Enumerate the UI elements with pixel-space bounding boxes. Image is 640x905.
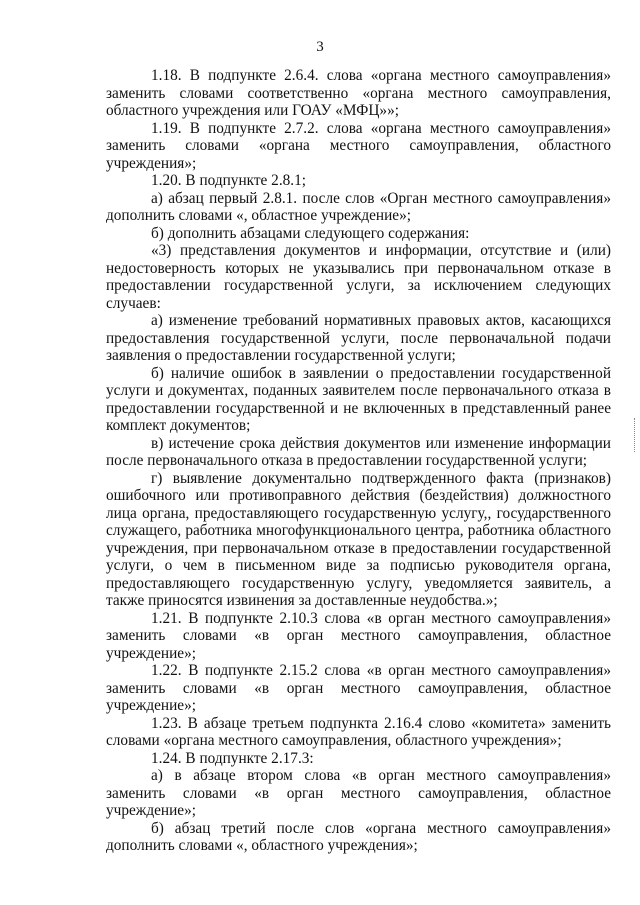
- paragraph-case-b: б) наличие ошибок в заявлении о предоставлении государственной услуги и документах, поданных заявителем после первоначального отказа в предоставлении государственной и не включенных в представленный ранее комплект документов;: [106, 364, 611, 434]
- paragraph-case-a: а) изменение требований нормативных правовых актов, касающихся предоставления государственной услуги, после первоначальной подачи заявления о предоставлении государственной услуги;: [106, 312, 611, 364]
- paragraph-1-24-a: а) в абзаце втором слова «в орган местного самоуправления» заменить словами «в орган местного самоуправления, областное учреждение»;: [106, 767, 611, 819]
- paragraph-1-20-a: а) абзац первый 2.8.1. после слов «Орган местного самоуправления» дополнить словами «, областное учреждение»;: [106, 189, 611, 224]
- paragraph-1-21: 1.21. В подпункте 2.10.3 слова «в орган местного самоуправления» заменить словами «в орган местного самоуправления, областное учреждение»;: [106, 609, 611, 662]
- paragraph-1-19: 1.19. В подпункте 2.7.2. слова «органа местного самоуправления» заменить словами «органа местного самоуправления, областного учреждения»;: [106, 119, 611, 172]
- paragraph-1-22: 1.22. В подпункте 2.15.2 слова «в орган местного самоуправления» заменить словами «в орган местного самоуправления, областное учреждение»;: [106, 662, 611, 714]
- paragraph-case-g: г) выявление документально подтвержденного факта (признаков) ошибочного или противоправного действия (бездействия) должностного лица органа, предоставляющего государственную услугу,, государственного служащего, работника многофункционального центра, работника областного учреждения, при первоначальном отказе в предоставлении государственной услуги, о чем в письменном виде за подписью руководителя органа, предоставляющего государственную услугу, уведомляется заявитель, а также приносятся извинения за доставленные неудобства.»;: [106, 469, 611, 609]
- paragraph-1-24-b: б) абзац третий после слов «органа местного самоуправления» дополнить словами «, областного учреждения»;: [106, 819, 611, 854]
- paragraph-item-3: «3) представления документов и информации, отсутствие и (или) недостоверность которых не указывались при первоначальном отказе в предоставлении государственной услуги, за исключением следующих случаев:: [106, 242, 611, 312]
- scan-margin-mark: [634, 418, 639, 452]
- paragraph-1-18: 1.18. В подпункте 2.6.4. слова «органа местного самоуправления» заменить словами соответственно «органа местного самоуправления, областного учреждения или ГОАУ «МФЦ»»;: [106, 67, 611, 119]
- paragraph-1-24: 1.24. В подпункте 2.17.3:: [151, 749, 314, 767]
- page-number: 3: [316, 39, 324, 55]
- paragraph-1-20: 1.20. В подпункте 2.8.1;: [151, 172, 307, 189]
- paragraph-1-20-b: б) дополнить абзацами следующего содержания:: [151, 224, 470, 242]
- document-body: [106, 67, 611, 855]
- paragraph-1-23: 1.23. В абзаце третьем подпункта 2.16.4 слово «комитета» заменить словами «органа местного самоуправления, областного учреждения»;: [106, 714, 611, 749]
- paragraph-case-v: в) истечение срока действия документов или изменение информации после первоначального отказа в предоставлении государственной услуги;: [106, 434, 611, 469]
